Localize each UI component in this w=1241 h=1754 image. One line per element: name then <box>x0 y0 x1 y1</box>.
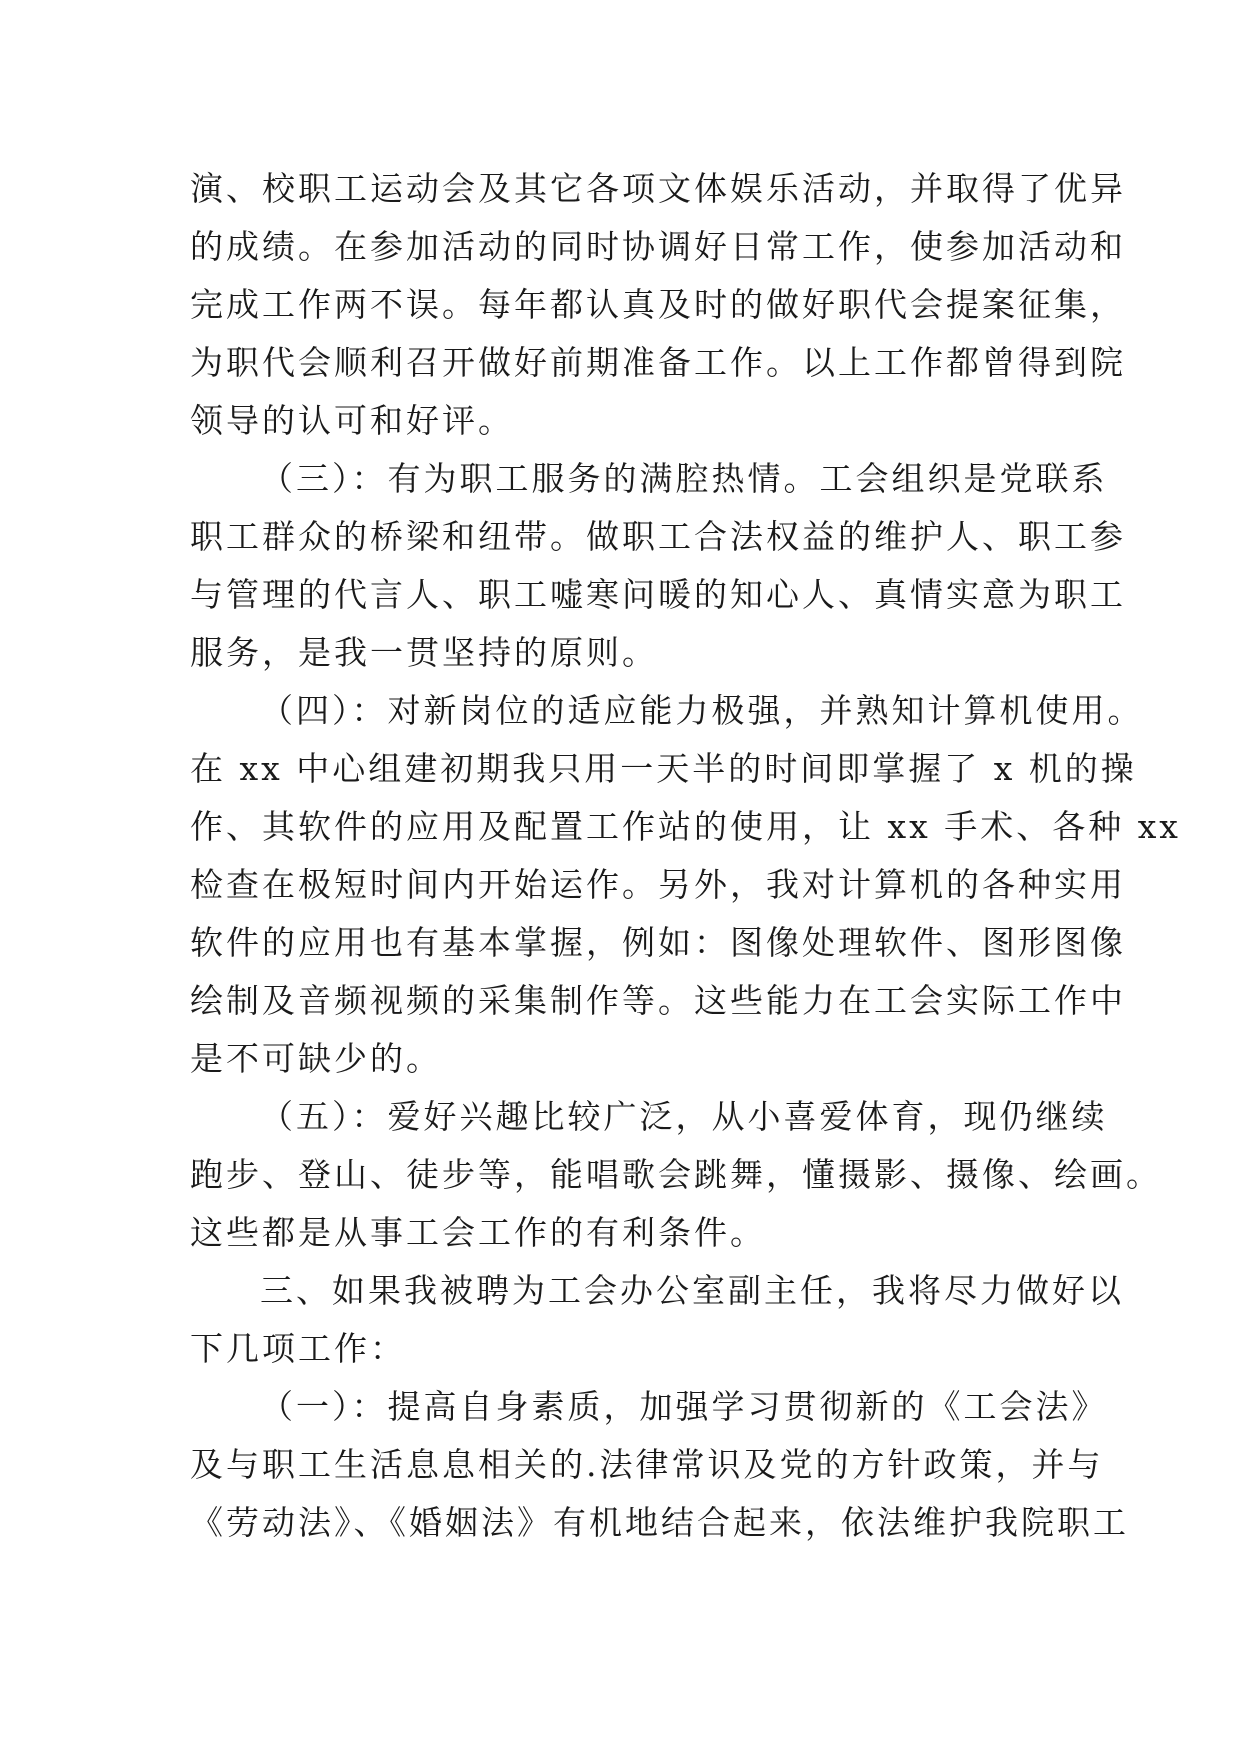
text-line: 下几项工作： <box>190 1329 406 1368</box>
section-heading-line: （五）：爱好兴趣比较广泛，从小喜爱体育，现仍继续 <box>260 1097 1108 1136</box>
section-heading-line: 三、如果我被聘为工会办公室副主任，我将尽力做好以 <box>260 1271 1124 1310</box>
text-line: 与管理的代言人、职工嘘寒问暖的知心人、真情实意为职工 <box>190 575 1126 614</box>
text-line: 完成工作两不误。每年都认真及时的做好职代会提案征集， <box>190 285 1126 324</box>
text-line: 职工群众的桥梁和纽带。做职工合法权益的维护人、职工参 <box>190 517 1126 556</box>
text-line: 为职代会顺利召开做好前期准备工作。以上工作都曾得到院 <box>190 343 1126 382</box>
text-line: 的成绩。在参加活动的同时协调好日常工作，使参加活动和 <box>190 227 1126 266</box>
document-body <box>190 160 1181 1552</box>
text-line: 《劳动法》、《婚姻法》有机地结合起来，依法维护我院职工 <box>190 1503 1129 1542</box>
section-heading-line: （四）：对新岗位的适应能力极强，并熟知计算机使用。 <box>260 691 1144 730</box>
text-line: 演、校职工运动会及其它各项文体娱乐活动，并取得了优异 <box>190 169 1126 208</box>
text-line: 是不可缺少的。 <box>190 1039 442 1078</box>
section-heading-line: （一）：提高自身素质，加强学习贯彻新的《工会法》 <box>260 1387 1108 1426</box>
text-line: 领导的认可和好评。 <box>190 401 514 440</box>
text-line: 这些都是从事工会工作的有利条件。 <box>190 1213 766 1252</box>
text-line: 绘制及音频视频的采集制作等。这些能力在工会实际工作中 <box>190 981 1126 1020</box>
text-line: 及与职工生活息息相关的.法律常识及党的方针政策，并与 <box>190 1445 1104 1484</box>
section-heading-line: （三）：有为职工服务的满腔热情。工会组织是党联系 <box>260 459 1108 498</box>
text-line: 在 xx 中心组建初期我只用一天半的时间即掌握了 x 机的操 <box>190 749 1137 788</box>
text-line: 服务，是我一贯坚持的原则。 <box>190 633 658 672</box>
text-line: 跑步、登山、徒步等，能唱歌会跳舞，懂摄影、摄像、绘画。 <box>190 1155 1162 1194</box>
text-line: 检查在极短时间内开始运作。另外，我对计算机的各种实用 <box>190 865 1126 904</box>
text-line: 软件的应用也有基本掌握，例如：图像处理软件、图形图像 <box>190 923 1126 962</box>
text-line: 作、其软件的应用及配置工作站的使用，让 xx 手术、各种 xx <box>190 807 1181 846</box>
